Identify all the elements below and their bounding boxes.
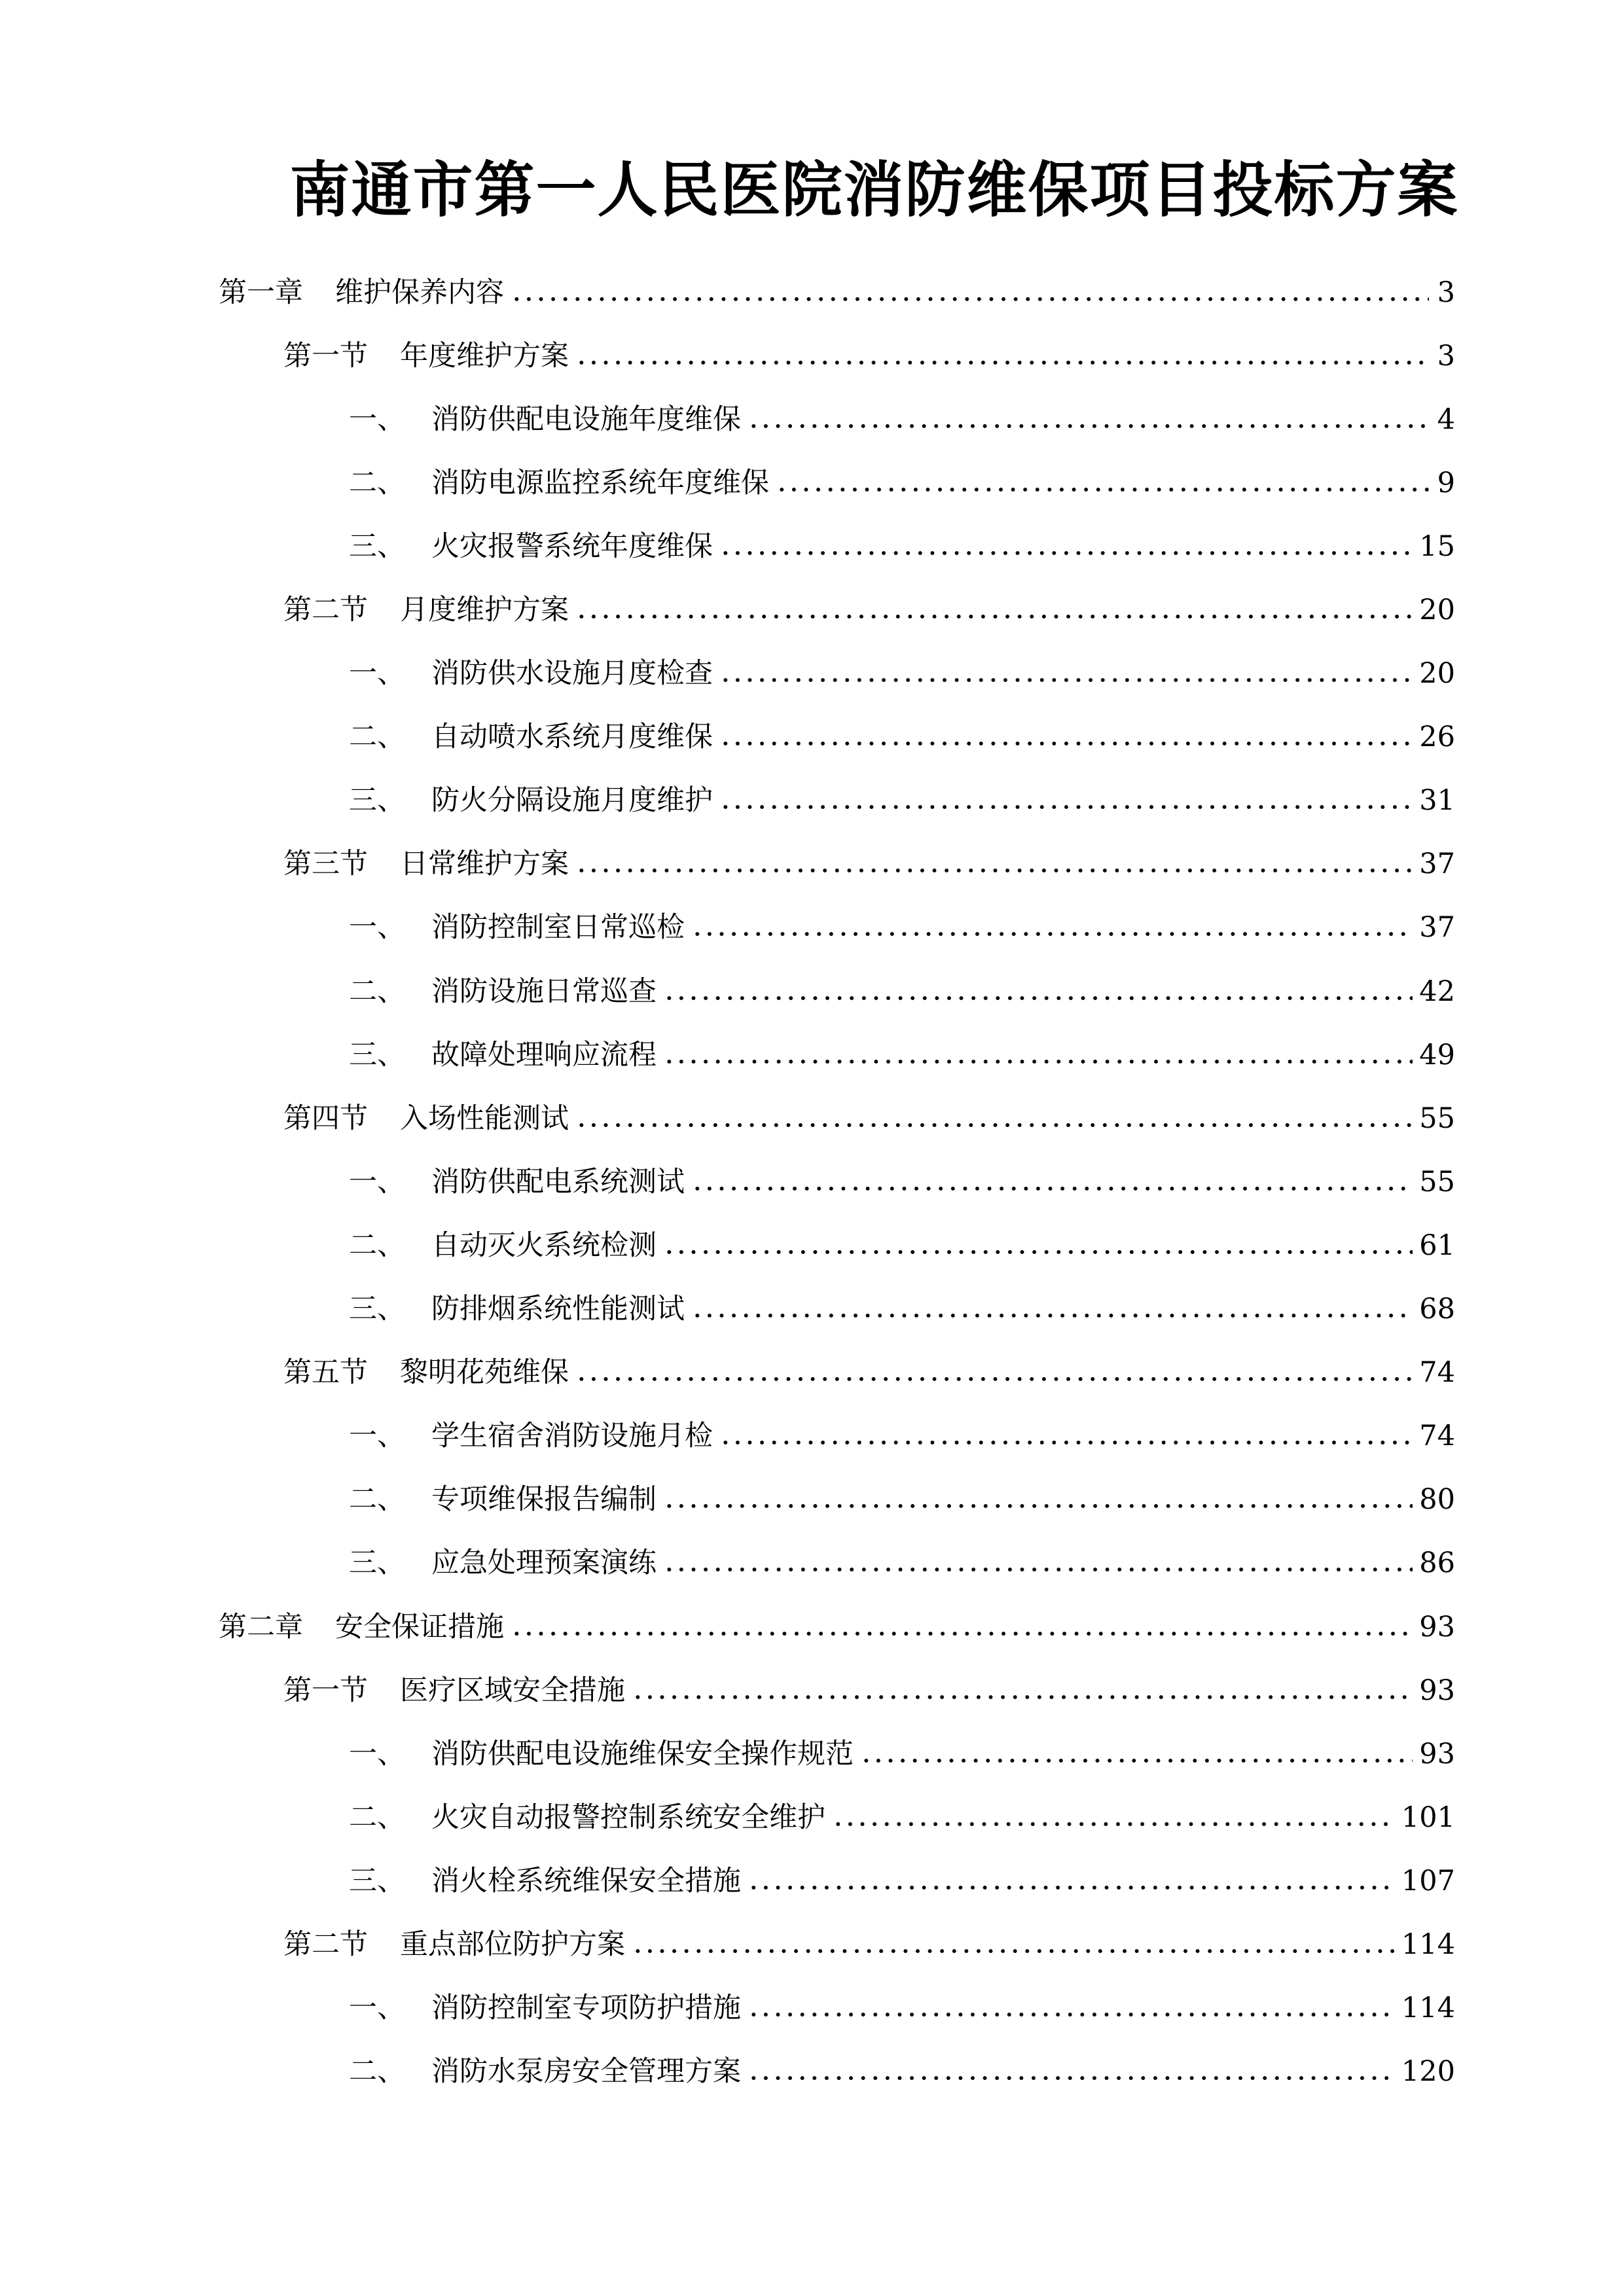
toc-page-number: 37	[1419, 848, 1455, 881]
toc-entry[interactable]	[0, 1468, 1624, 1532]
toc-entry-title: 消防供水设施月度检查	[431, 657, 713, 691]
toc-entry-title: 年度维护方案	[400, 339, 569, 372]
toc-page-number: 93	[1419, 1674, 1455, 1707]
dot-leader	[748, 2068, 1395, 2088]
dot-leader	[691, 1306, 1413, 1325]
toc-entry-line	[0, 781, 1624, 820]
dot-leader	[575, 353, 1429, 372]
toc-page-number: 80	[1419, 1483, 1455, 1516]
dot-leader	[663, 1242, 1413, 1262]
dot-leader	[632, 1687, 1413, 1707]
dot-leader	[575, 607, 1413, 626]
toc-entry-number: 第一节	[283, 339, 368, 372]
toc-entry-number: 二、	[349, 975, 405, 1008]
toc-entry[interactable]	[0, 706, 1624, 769]
toc-entry-line	[0, 844, 1624, 884]
dot-leader	[719, 670, 1413, 690]
toc-entry-line	[0, 1162, 1624, 1202]
dot-leader	[663, 1560, 1413, 1579]
toc-page-number: 74	[1419, 1356, 1455, 1390]
toc-entry[interactable]	[0, 1785, 1624, 1849]
toc-entry-number: 第二节	[283, 1928, 368, 1961]
toc-page-number: 114	[1401, 1992, 1455, 2025]
toc-entry-line	[0, 908, 1624, 947]
toc-entry-number: 二、	[349, 721, 405, 754]
toc-entry[interactable]	[0, 1977, 1624, 2040]
toc-entry[interactable]	[0, 2040, 1624, 2104]
toc-entry-title: 防火分隔设施月度维护	[431, 784, 713, 817]
toc-entry-number: 三、	[349, 1038, 405, 1071]
toc-page-number: 26	[1419, 721, 1455, 754]
dot-leader	[748, 2005, 1395, 2024]
toc-page-number: 31	[1419, 784, 1455, 817]
toc-entry-title: 自动灭火系统检测	[431, 1229, 657, 1262]
toc-entry-line	[0, 654, 1624, 693]
dot-leader	[691, 1179, 1413, 1198]
toc-page-number: 4	[1437, 403, 1455, 436]
toc-entry-title: 应急处理预案演练	[431, 1547, 657, 1580]
toc-entry[interactable]	[0, 514, 1624, 578]
toc-page-number: 101	[1401, 1801, 1455, 1834]
toc-page-number: 61	[1419, 1229, 1455, 1262]
toc-entry-number: 三、	[349, 1864, 405, 1897]
dot-leader	[832, 1814, 1395, 1834]
toc-entry[interactable]	[0, 896, 1624, 960]
toc-entry-number: 第四节	[283, 1102, 368, 1135]
toc-entry-line	[0, 1861, 1624, 1901]
toc-entry-title: 医疗区域安全措施	[400, 1674, 625, 1707]
toc-entry[interactable]	[0, 1912, 1624, 1976]
toc-entry-number: 三、	[349, 784, 405, 817]
toc-entry-line	[0, 1035, 1624, 1075]
toc-entry-title: 维护保养内容	[335, 276, 504, 309]
toc-entry-number: 第五节	[283, 1356, 368, 1390]
toc-entry-title: 消防水泵房安全管理方案	[431, 2055, 741, 2089]
toc-entry[interactable]	[0, 1150, 1624, 1213]
table-of-contents	[0, 260, 1624, 2104]
dot-leader	[776, 480, 1429, 499]
toc-page-number: 15	[1419, 529, 1455, 563]
dot-leader	[511, 289, 1429, 309]
toc-entry-title: 消防电源监控系统年度维保	[431, 466, 769, 499]
dot-leader	[719, 734, 1413, 753]
toc-entry-number: 二、	[349, 1483, 405, 1516]
toc-page-number: 93	[1419, 1737, 1455, 1770]
toc-entry[interactable]	[0, 642, 1624, 706]
toc-page-number: 49	[1419, 1038, 1455, 1071]
dot-leader	[748, 416, 1429, 436]
toc-entry-line	[0, 1416, 1624, 1456]
toc-entry-line	[0, 1671, 1624, 1710]
dot-leader	[663, 1052, 1413, 1071]
toc-entry-title: 消防供配电设施维保安全操作规范	[431, 1737, 854, 1770]
toc-entry-number: 二、	[349, 2055, 405, 2089]
toc-entry[interactable]	[0, 1659, 1624, 1722]
dot-leader	[719, 797, 1413, 817]
toc-entry-line	[0, 590, 1624, 630]
toc-entry-title: 消防控制室日常巡检	[431, 911, 685, 944]
toc-entry-line	[0, 717, 1624, 757]
toc-entry-number: 一、	[349, 1992, 405, 2025]
toc-entry-number: 第一节	[283, 1674, 368, 1707]
toc-entry-title: 防排烟系统性能测试	[431, 1293, 685, 1326]
toc-entry[interactable]	[0, 578, 1624, 641]
toc-entry[interactable]	[0, 451, 1624, 514]
toc-entry-line	[0, 1099, 1624, 1138]
toc-entry-line	[0, 1607, 1624, 1647]
dot-leader	[575, 1115, 1413, 1135]
toc-entry-line	[0, 1289, 1624, 1329]
dot-leader	[575, 861, 1413, 880]
toc-entry[interactable]	[0, 1278, 1624, 1341]
toc-entry-line	[0, 336, 1624, 376]
toc-entry-number: 第三节	[283, 848, 368, 881]
dot-leader	[719, 1433, 1413, 1452]
toc-entry[interactable]	[0, 387, 1624, 451]
toc-page-number: 86	[1419, 1547, 1455, 1580]
dot-leader	[691, 924, 1413, 944]
toc-entry[interactable]	[0, 1213, 1624, 1277]
toc-entry-title: 黎明花苑维保	[400, 1356, 569, 1390]
toc-entry[interactable]	[0, 1086, 1624, 1150]
toc-entry-title: 消防设施日常巡查	[431, 975, 657, 1008]
toc-page-number: 3	[1437, 339, 1455, 372]
toc-entry-line	[0, 1988, 1624, 2028]
toc-entry-line	[0, 1226, 1624, 1265]
toc-entry-number: 三、	[349, 1547, 405, 1580]
dot-leader	[663, 1496, 1413, 1516]
toc-page-number: 120	[1401, 2055, 1455, 2089]
toc-entry-title: 火灾自动报警控制系统安全维护	[431, 1801, 825, 1834]
toc-entry-number: 二、	[349, 1229, 405, 1262]
toc-entry-title: 入场性能测试	[400, 1102, 569, 1135]
toc-page-number: 55	[1419, 1102, 1455, 1135]
toc-page-number: 20	[1419, 594, 1455, 627]
toc-entry[interactable]	[0, 1532, 1624, 1595]
toc-entry-title: 故障处理响应流程	[431, 1038, 657, 1071]
toc-entry-line	[0, 972, 1624, 1011]
toc-entry[interactable]	[0, 960, 1624, 1023]
toc-entry-title: 日常维护方案	[400, 848, 569, 881]
toc-entry-line	[0, 1480, 1624, 1519]
toc-entry[interactable]	[0, 1023, 1624, 1086]
toc-page-number: 68	[1419, 1293, 1455, 1326]
toc-entry-number: 一、	[349, 911, 405, 944]
toc-entry[interactable]	[0, 1405, 1624, 1468]
toc-entry-line	[0, 1798, 1624, 1837]
toc-entry[interactable]	[0, 1595, 1624, 1659]
toc-entry-title: 学生宿舍消防设施月检	[431, 1420, 713, 1453]
toc-page-number: 74	[1419, 1420, 1455, 1453]
dot-leader	[663, 988, 1413, 1008]
toc-entry-line	[0, 400, 1624, 439]
toc-entry-number: 三、	[349, 1293, 405, 1326]
document-title: 南通市第一人民医院消防维保项目投标方案	[289, 154, 1459, 225]
toc-entry-title: 火灾报警系统年度维保	[431, 529, 713, 563]
toc-entry-number: 一、	[349, 1420, 405, 1453]
toc-entry-title: 安全保证措施	[335, 1610, 504, 1643]
toc-entry-number: 一、	[349, 1165, 405, 1198]
toc-entry[interactable]	[0, 260, 1624, 324]
toc-entry-title: 专项维保报告编制	[431, 1483, 657, 1516]
toc-entry-line	[0, 1734, 1624, 1774]
toc-entry-title: 月度维护方案	[400, 594, 569, 627]
dot-leader	[860, 1751, 1413, 1770]
toc-entry-line	[0, 273, 1624, 312]
dot-leader	[748, 1878, 1395, 1897]
toc-entry-number: 一、	[349, 657, 405, 691]
toc-entry-number: 二、	[349, 466, 405, 499]
toc-entry[interactable]	[0, 1849, 1624, 1912]
toc-page-number: 9	[1437, 466, 1455, 499]
toc-entry-title: 消防供配电系统测试	[431, 1165, 685, 1198]
toc-page-number: 42	[1419, 975, 1455, 1008]
toc-entry-number: 第二章	[219, 1610, 303, 1643]
toc-page-number: 93	[1419, 1610, 1455, 1643]
toc-page-number: 55	[1419, 1165, 1455, 1198]
toc-entry[interactable]	[0, 833, 1624, 896]
toc-entry-line	[0, 1353, 1624, 1392]
toc-entry-number: 二、	[349, 1801, 405, 1834]
dot-leader	[575, 1369, 1413, 1389]
toc-page-number: 20	[1419, 657, 1455, 691]
toc-entry-title: 消火栓系统维保安全措施	[431, 1864, 741, 1897]
toc-entry-line	[0, 463, 1624, 503]
toc-entry-number: 第二节	[283, 594, 368, 627]
toc-entry[interactable]	[0, 324, 1624, 387]
toc-entry-title: 消防控制室专项防护措施	[431, 1992, 741, 2025]
toc-entry-line	[0, 1543, 1624, 1583]
toc-page-number: 107	[1401, 1864, 1455, 1897]
toc-entry-number: 三、	[349, 529, 405, 563]
toc-entry[interactable]	[0, 769, 1624, 833]
toc-entry-title: 重点部位防护方案	[400, 1928, 625, 1961]
toc-page-number: 114	[1401, 1928, 1455, 1961]
toc-entry-number: 一、	[349, 403, 405, 436]
dot-leader	[632, 1941, 1395, 1961]
toc-entry-title: 消防供配电设施年度维保	[431, 403, 741, 436]
toc-entry-number: 一、	[349, 1737, 405, 1770]
toc-entry[interactable]	[0, 1341, 1624, 1405]
toc-entry-line	[0, 527, 1624, 566]
toc-entry-title: 自动喷水系统月度维保	[431, 721, 713, 754]
toc-entry-line	[0, 1925, 1624, 1964]
toc-entry-line	[0, 2052, 1624, 2091]
toc-entry-number: 第一章	[219, 276, 303, 309]
toc-page-number: 3	[1437, 276, 1455, 309]
toc-entry[interactable]	[0, 1722, 1624, 1785]
dot-leader	[719, 543, 1413, 563]
dot-leader	[511, 1624, 1413, 1643]
toc-page-number: 37	[1419, 911, 1455, 944]
